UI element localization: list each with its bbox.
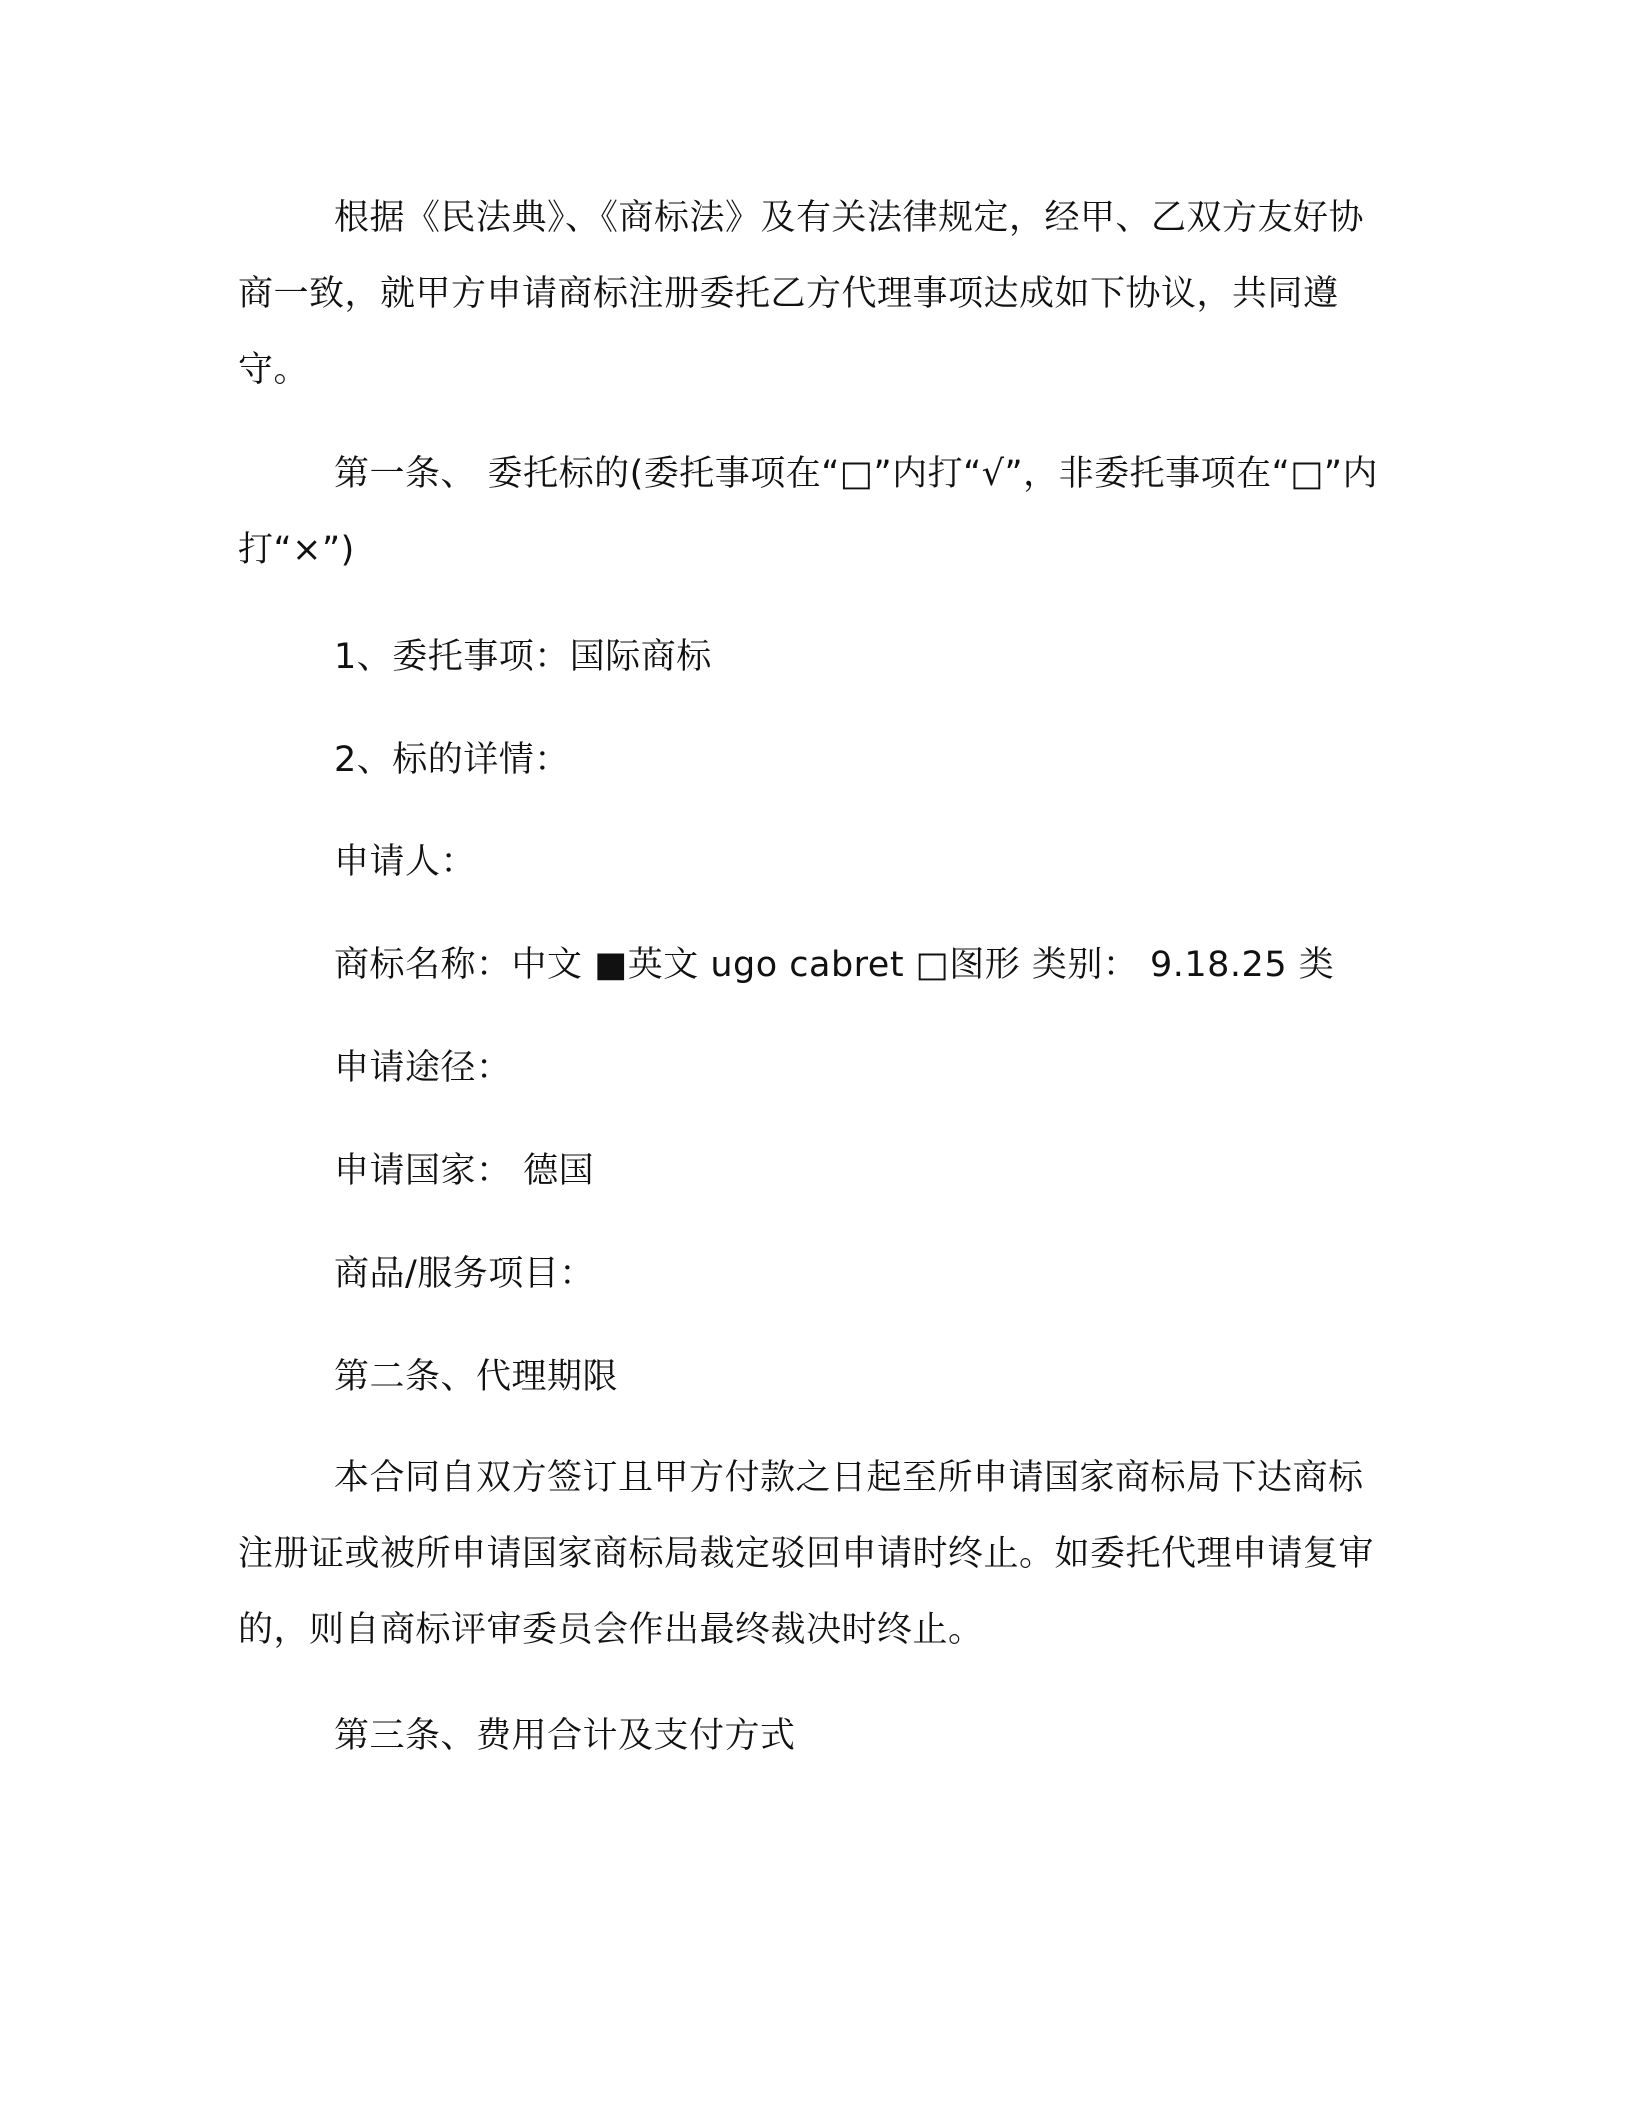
item-one-text: 1、委托事项：国际商标 (334, 637, 712, 677)
article-one-heading: 第一条、 委托标的(委托事项在“□”内打“√”，非委托事项在“□”内打“×”) (238, 454, 1379, 570)
intro-paragraph: 根据《民法典》、《商标法》及有关法律规定，经甲、乙双方友好协商一致，就甲方申请商标注册委托乙方代理事项达成如下协议，共同遵守。 (238, 198, 1365, 390)
term-paragraph: 本合同自双方签订且甲方付款之日起至所申请国家商标局下达商标注册证或被所申请国家商标局裁定驳回申请时终止。如委托代理申请复审的，则自商标评审委员会作出最终裁决时终止。 (238, 1458, 1375, 1650)
goods-services-label: 商品/服务项目： (334, 1254, 595, 1294)
article-two-heading: 第二条、代理期限 (334, 1357, 619, 1397)
article-three-heading: 第三条、费用合计及支付方式 (334, 1716, 796, 1756)
trademark-name-line: 商标名称：中文 ■英文 ugo cabret □图形 类别： 9.18.25 类 (334, 945, 1335, 985)
application-country-line: 申请国家： 德国 (334, 1151, 595, 1191)
application-route-label: 申请途径： (334, 1048, 512, 1088)
item-two-text: 2、标的详情： (334, 740, 570, 780)
applicant-label: 申请人： (334, 842, 477, 882)
